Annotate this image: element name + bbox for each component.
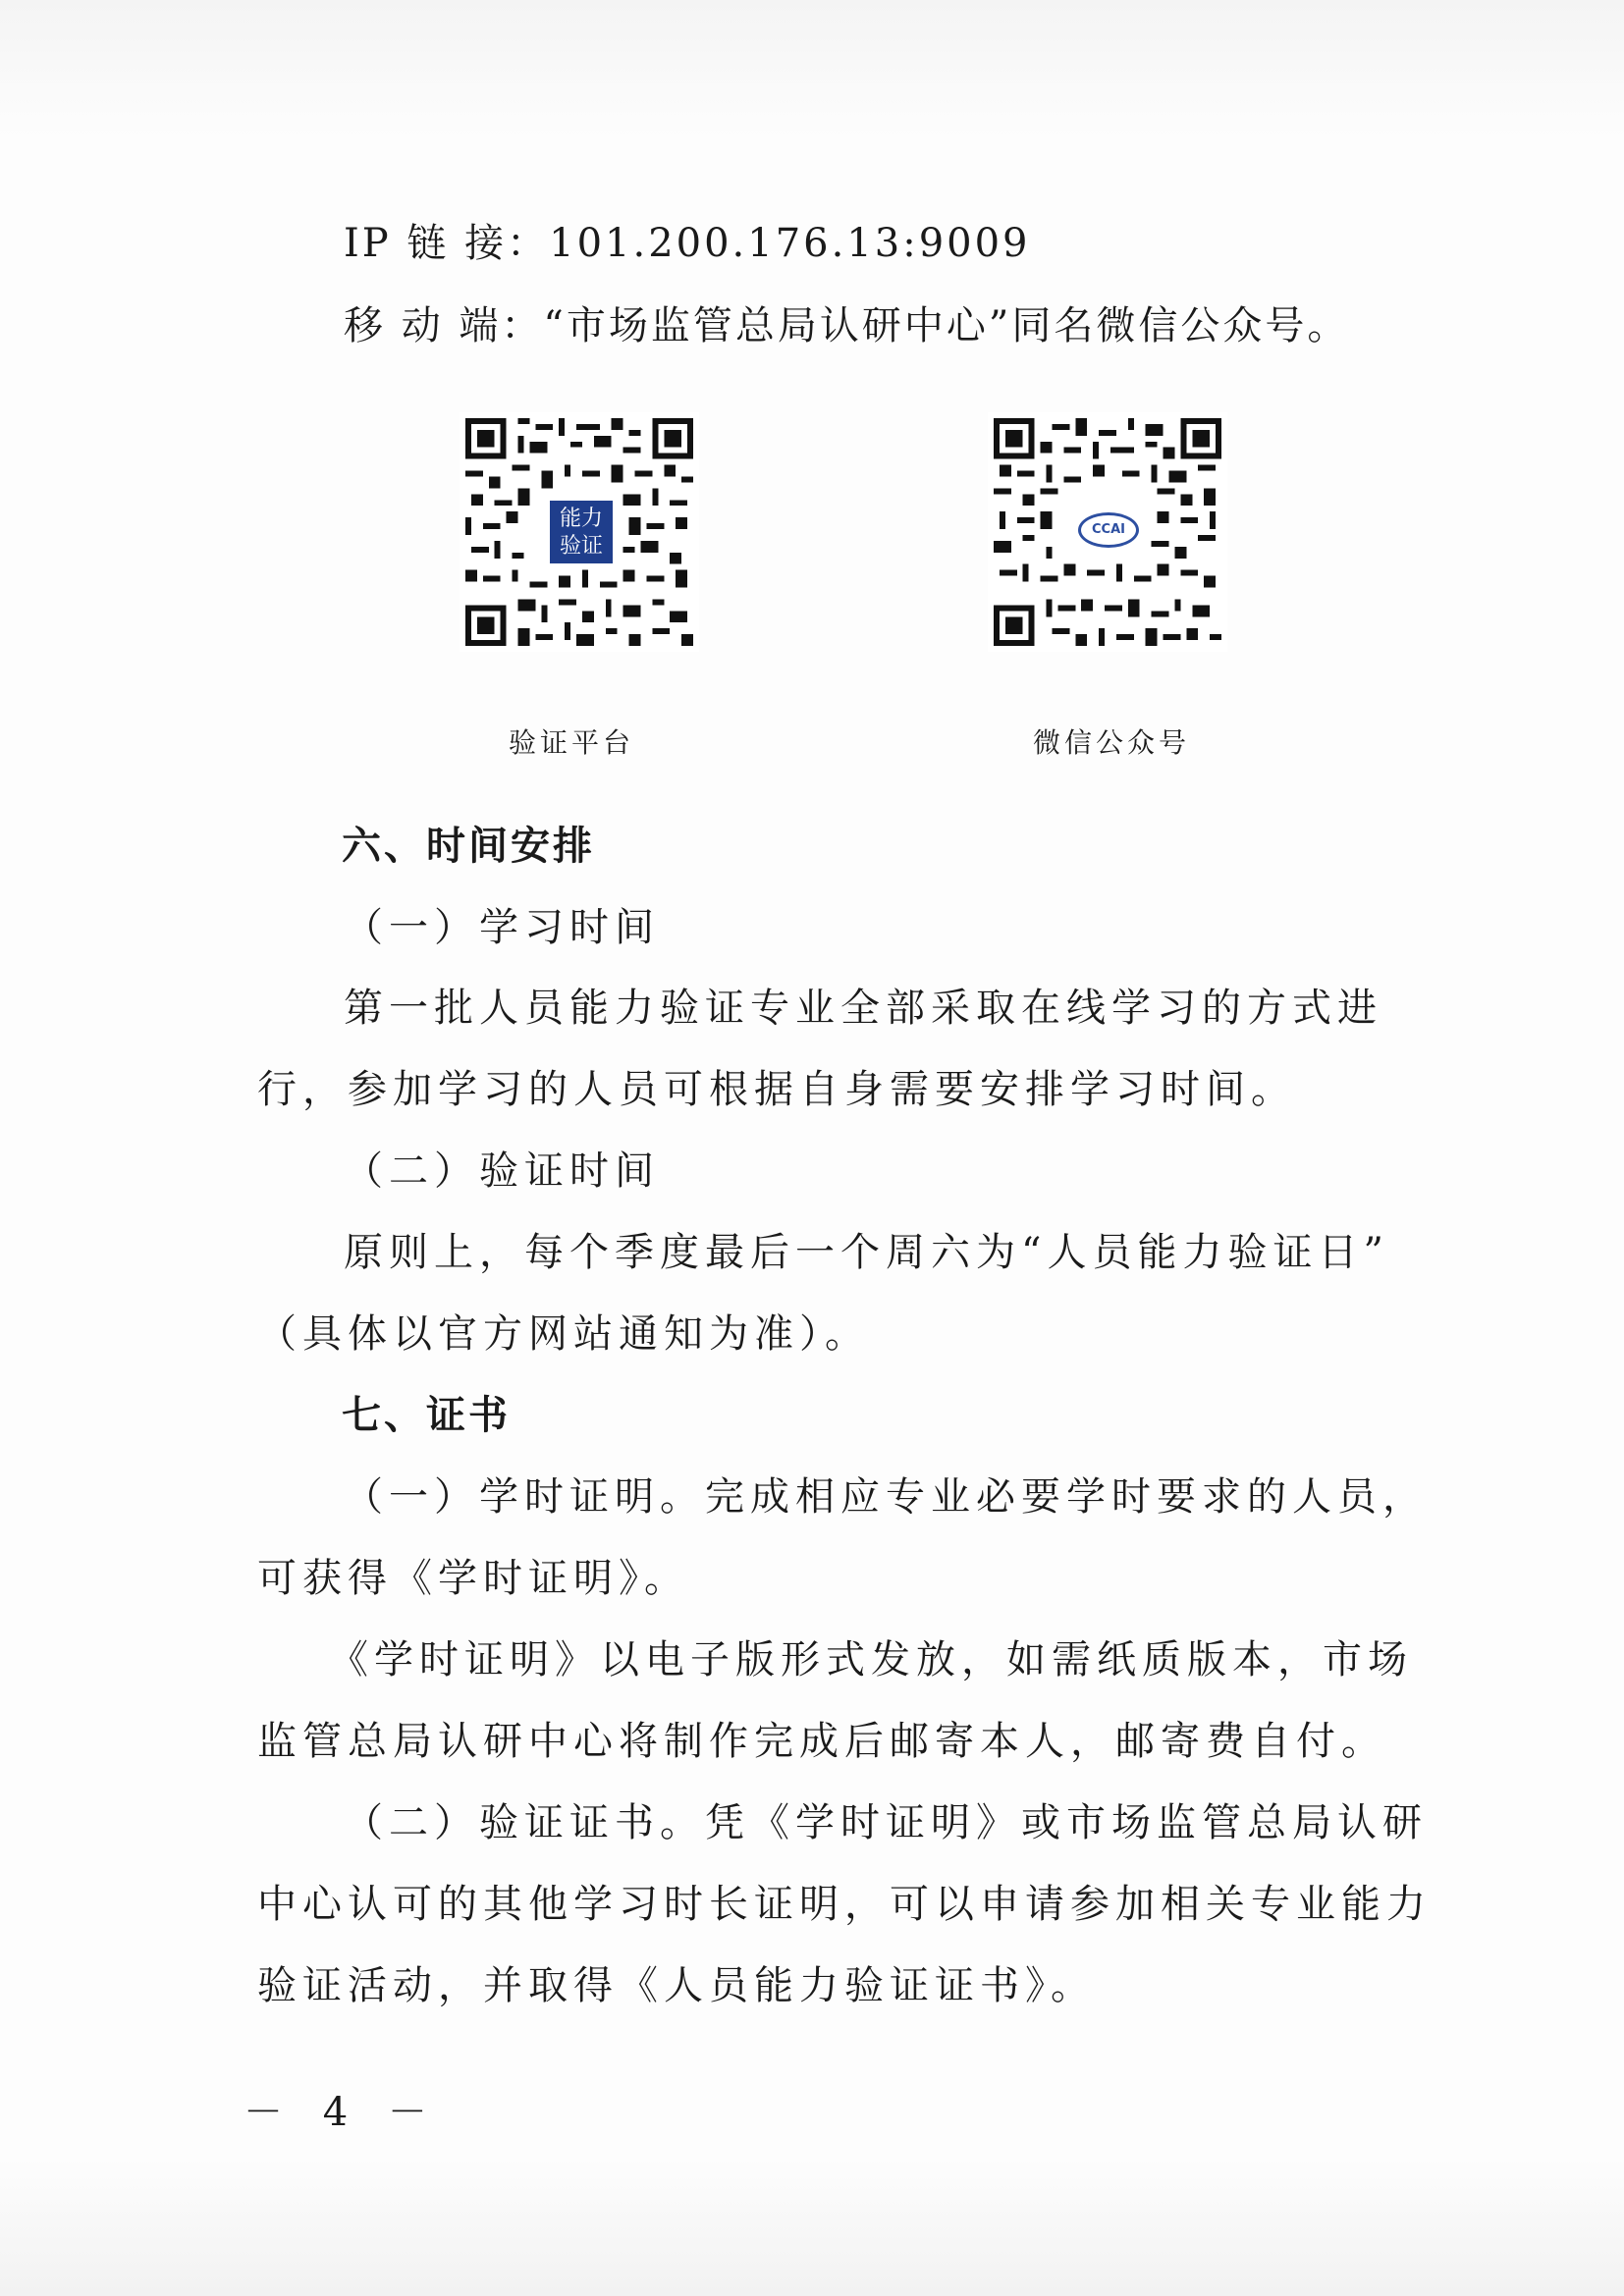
section-7-3-paragraph-line-3: 验证活动，并取得《人员能力验证证书》。 [257,1963,1096,2008]
section-6-2-paragraph-line-1: 原则上，每个季度最后一个周六为“人员能力验证日” [344,1230,1389,1275]
section-6-2-paragraph-line-2: （具体以官方网站通知为准）。 [257,1311,870,1357]
ccai-logo-text: CCAI [1078,512,1139,548]
section-6-2-heading: （二）验证时间 [344,1148,660,1194]
page-number: － 4 － [244,2090,441,2135]
wechat-account-qr-code[interactable] [988,412,1227,652]
section-6-1-heading: （一）学习时间 [344,905,660,950]
section-6-heading: 六、时间安排 [342,824,595,869]
section-7-1-paragraph-line-2: 可获得《学时证明》。 [257,1556,689,1601]
section-7-heading: 七、证书 [342,1393,511,1438]
section-6-1-paragraph-line-1: 第一批人员能力验证专业全部采取在线学习的方式进 [344,986,1382,1031]
section-6-1-paragraph-line-2: 行，参加学习的人员可根据自身需要安排学习时间。 [257,1067,1296,1112]
section-7-3-paragraph-line-2: 中心认可的其他学习时长证明，可以申请参加相关专业能力 [257,1882,1432,1927]
ip-link-line: IP 链 接：101.200.176.13:9009 [344,221,1031,266]
logo-text-line-2: 验证 [559,534,603,559]
verification-platform-qr-code[interactable] [460,412,699,652]
section-7-3-paragraph-line-1: （二）验证证书。凭《学时证明》或市场监管总局认研 [344,1800,1428,1845]
verification-platform-caption: 验证平台 [509,726,635,759]
ccai-logo [1070,503,1147,560]
section-7-2-paragraph-line-1: 《学时证明》以电子版形式发放，如需纸质版本，市场 [329,1637,1413,1682]
section-7-2-paragraph-line-2: 监管总局认研中心将制作完成后邮寄本人，邮寄费自付。 [257,1719,1386,1764]
logo-text-line-1: 能力 [559,507,603,531]
wechat-account-caption: 微信公众号 [1033,726,1191,759]
mobile-line: 移 动 端：“市场监管总局认研中心”同名微信公众号。 [344,303,1350,348]
ability-verification-logo [546,497,617,567]
section-7-1-paragraph-line-1: （一）学时证明。完成相应专业必要学时要求的人员， [344,1474,1428,1520]
